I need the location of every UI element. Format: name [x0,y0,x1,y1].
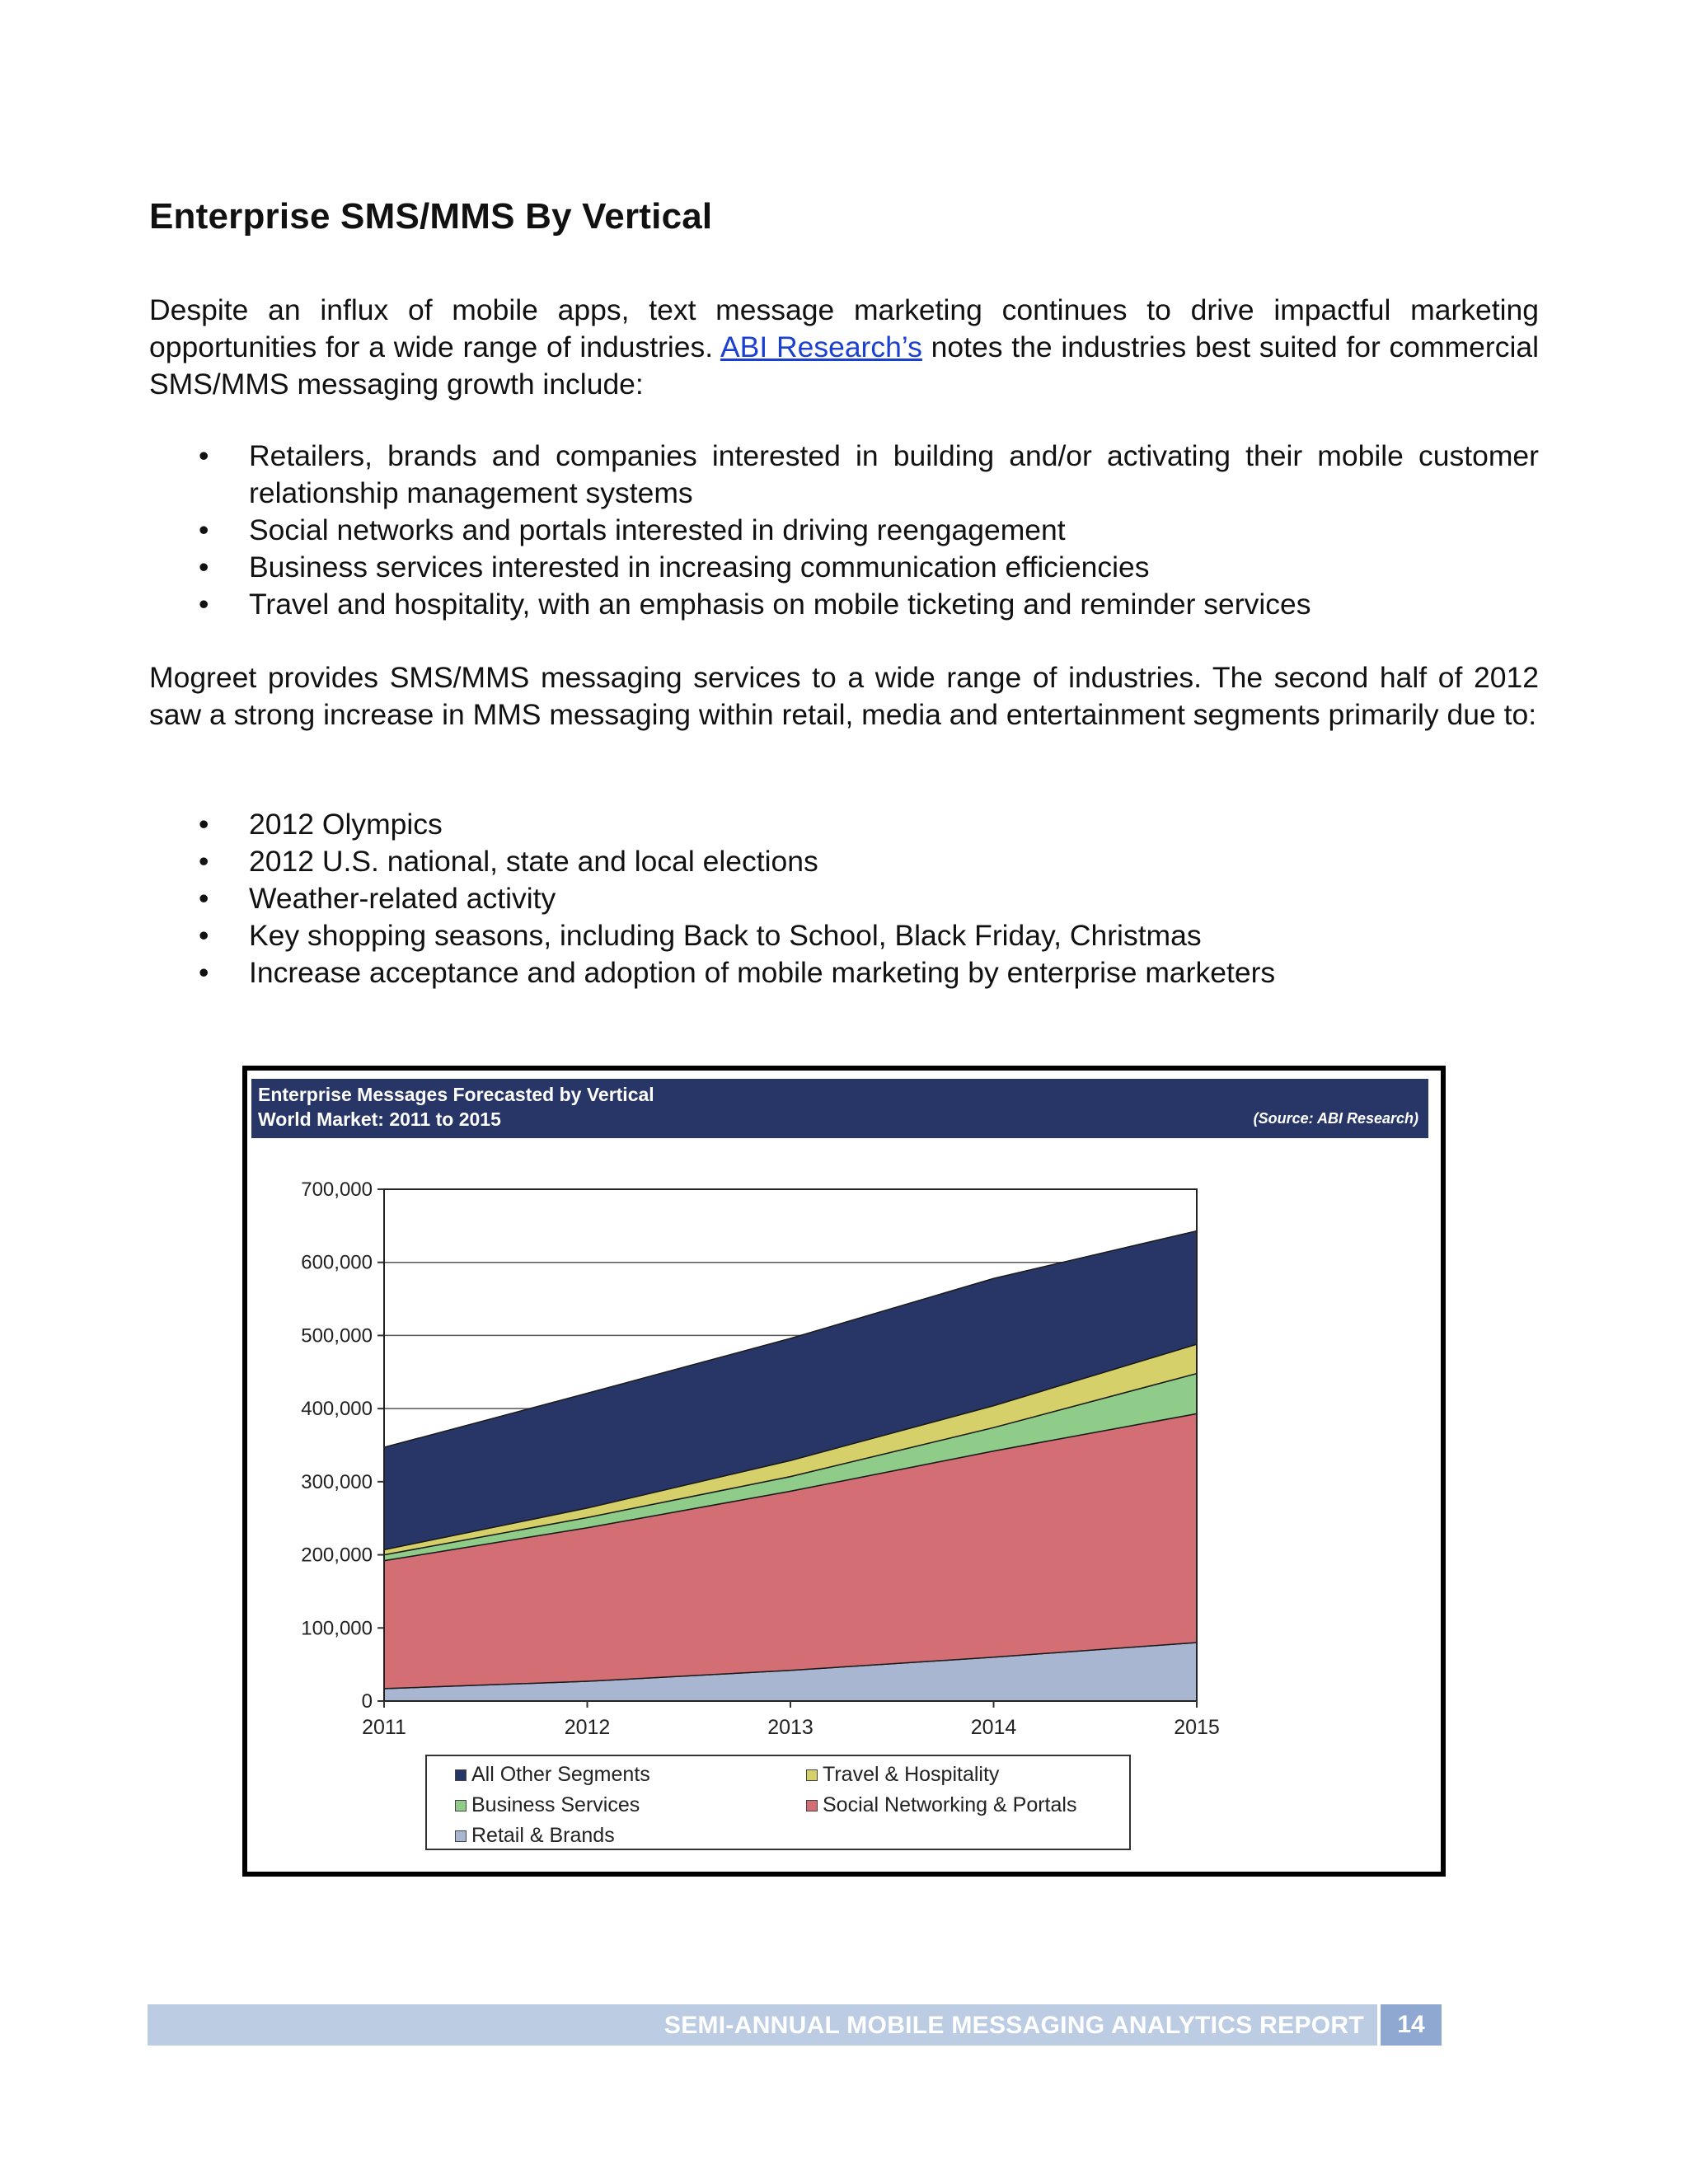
list-item-text: Social networks and portals interested in driving reengagement [249,513,1066,546]
legend-item-retail-brands [455,1824,615,1848]
bullet-icon: • [199,882,209,915]
legend-label: Social Networking & Portals [823,1793,1077,1816]
y-tick-label: 400,000 [301,1398,373,1421]
chart-header [251,1079,1428,1138]
list-item-text: Weather-related activity [249,882,556,915]
list-item [149,843,1539,880]
x-tick-label: 2013 [767,1716,814,1739]
legend-swatch-icon [455,1830,467,1842]
list-item [149,806,1539,843]
list-item [149,954,1539,991]
bullet-icon: • [199,919,209,952]
page-number: 14 [1377,2004,1442,2046]
list-item-text: Key shopping seasons, including Back to School, Black Friday, Christmas [249,919,1202,952]
legend-item-all-other-segments [455,1763,650,1787]
chart-title: Enterprise Messages Forecasted by Vertical [258,1084,654,1105]
list-item [149,438,1539,512]
legend-swatch-icon [806,1800,818,1811]
chart-subtitle: World Market: 2011 to 2015 [258,1108,501,1130]
section-heading: Enterprise SMS/MMS By Vertical [149,196,713,237]
y-tick-label: 100,000 [301,1617,373,1640]
y-tick-label: 0 [361,1690,373,1713]
bullet-icon: • [199,956,209,989]
intro-paragraph [149,292,1539,403]
bullet-icon: • [199,513,209,546]
x-tick-label: 2015 [1174,1716,1220,1739]
legend-label: Travel & Hospitality [823,1763,1000,1786]
footer-report-title: SEMI-ANNUAL MOBILE MESSAGING ANALYTICS REPORT [663,2012,1364,2039]
legend-item-social-networking-portals [806,1793,1076,1817]
legend-swatch-icon [455,1769,467,1781]
bullet-icon: • [199,808,209,841]
legend-swatch-icon [806,1769,818,1781]
intro-text-before-link: Despite an influx of mobile apps, text message marketing continues to drive impactful marketing opportunities for a wide range of industries. [149,293,1539,363]
list-item [149,880,1539,917]
list-item [149,917,1539,954]
list-item [149,512,1539,549]
y-tick-label: 300,000 [301,1470,373,1493]
industries-list [149,438,1539,623]
legend-item-travel-hospitality [806,1763,999,1787]
list-item-text: Increase acceptance and adoption of mobile marketing by enterprise marketers [249,956,1276,989]
list-item-text: Retailers, brands and companies interested in building and/or activating their mobile customer relationship management systems [249,439,1539,509]
list-item-text: 2012 U.S. national, state and local elections [249,845,818,878]
chart-source: (Source: ABI Research) [1253,1110,1418,1127]
page-footer [148,2004,1442,2046]
legend-item-business-services [455,1793,640,1817]
list-item [149,586,1539,623]
legend-label: Retail & Brands [471,1824,615,1847]
chart-legend [425,1755,1131,1850]
mogreet-paragraph: Mogreet provides SMS/MMS messaging services to a wide range of industries. The second half of 2012 saw a strong increase in MMS messaging within retail, media and entertainment segments primarily due to: [149,661,1539,731]
legend-label: Business Services [471,1793,640,1816]
x-tick-label: 2014 [970,1716,1017,1739]
y-tick-label: 600,000 [301,1251,373,1274]
y-tick-label: 500,000 [301,1324,373,1347]
list-item [149,549,1539,586]
y-tick-label: 700,000 [301,1179,373,1201]
bullet-icon: • [199,551,209,583]
bullet-icon: • [199,845,209,878]
x-tick-label: 2011 [362,1716,406,1739]
stacked-area-chart [247,1145,1441,1755]
forecast-chart-figure [242,1066,1446,1877]
x-tick-label: 2012 [564,1716,611,1739]
bullet-icon: • [199,588,209,621]
y-tick-label: 200,000 [301,1544,373,1567]
list-item-text: Business services interested in increasing communication efficiencies [249,551,1150,583]
bullet-icon: • [199,439,209,472]
list-item-text: Travel and hospitality, with an emphasis on mobile ticketing and reminder services [249,588,1311,621]
abi-research-link[interactable]: ABI Research’s [720,330,922,363]
intro-text-after-link: notes the industries best suited for commercial SMS/MMS messaging growth include: [149,330,1539,401]
legend-label: All Other Segments [471,1763,650,1786]
list-item-text: 2012 Olympics [249,808,443,841]
legend-swatch-icon [455,1800,467,1811]
reasons-list [149,806,1539,991]
